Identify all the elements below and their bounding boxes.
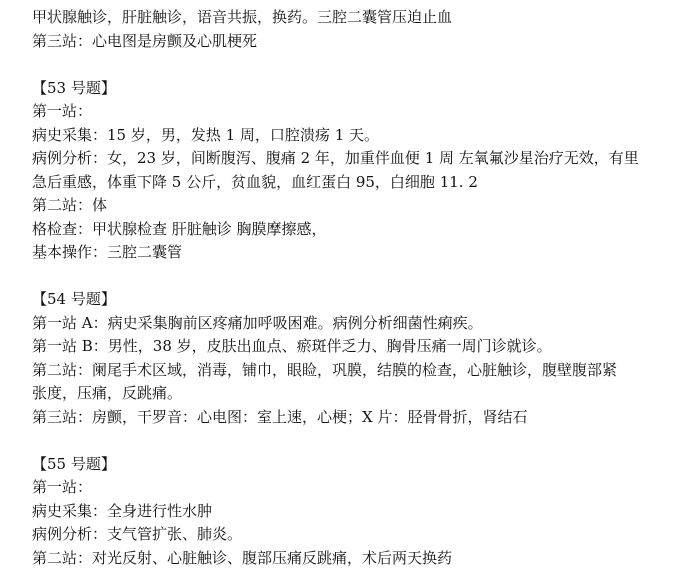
q55-heading: 【55 号题】 [32, 454, 116, 473]
q54-station3: 第三站：房颤，干罗音：心电图：室上速，心梗；X 片：胫骨骨折，肾结石 [32, 407, 528, 426]
q54-station1b: 第一站 B：男性，38 岁，皮肤出血点、瘀斑伴乏力、胸骨压痛一周门诊就诊。 [32, 337, 552, 355]
q53-heading: 【53 号题】 [32, 78, 116, 97]
q54-station2-line-2: 张度，压痛，反跳痛。 [32, 384, 183, 402]
q53-basic-operation: 基本操作：三腔二囊管 [32, 243, 183, 261]
intro-line-2: 第三站：心电图是房颤及心肌梗死 [32, 31, 258, 50]
q53-exam: 格检查：甲状腺检查 肝脏触诊 胸膜摩擦感， [32, 219, 327, 238]
q55-station2: 第二站：对光反射、心脏触诊、腹部压痛反跳痛，术后两天换药 [32, 548, 453, 567]
q54-heading: 【54 号题】 [32, 290, 116, 308]
q53-history: 病史采集：15 岁，男，发热 1 周，口腔溃疡 1 天。 [32, 125, 380, 144]
q53-analysis-line-2: 急后重感，体重下降 5 公斤，贫血貌，血红蛋白 95，白细胞 11. 2 [32, 172, 478, 191]
spacer [32, 429, 681, 453]
q53-station1: 第一站： [32, 102, 93, 120]
spacer [32, 53, 681, 77]
q54-station2-line-1: 第二站：阑尾手术区域，消毒，铺巾，眼睑，巩膜，结膜的检查，心脏触诊，腹壁腹部紧 [32, 360, 618, 379]
q55-analysis: 病例分析：支气管扩张、肺炎。 [32, 525, 243, 543]
q53-station2: 第二站：体 [32, 196, 108, 214]
q55-station1: 第一站： [32, 478, 93, 496]
q55-history: 病史采集：全身进行性水肿 [32, 501, 213, 520]
spacer [32, 265, 681, 289]
q53-analysis-line-1: 病例分析：女，23 岁，间断腹泻、腹痛 2 年，加重伴血便 1 周 左氧氟沙星治疗无效，有里 [32, 149, 639, 167]
intro-line-1: 甲状腺触诊，肝脏触诊，语音共振，换药。三腔二囊管压迫止血 [32, 8, 453, 26]
q54-station1a: 第一站 A：病史采集胸前区疼痛加呼吸困难。病例分析细菌性痢疾。 [32, 313, 483, 332]
